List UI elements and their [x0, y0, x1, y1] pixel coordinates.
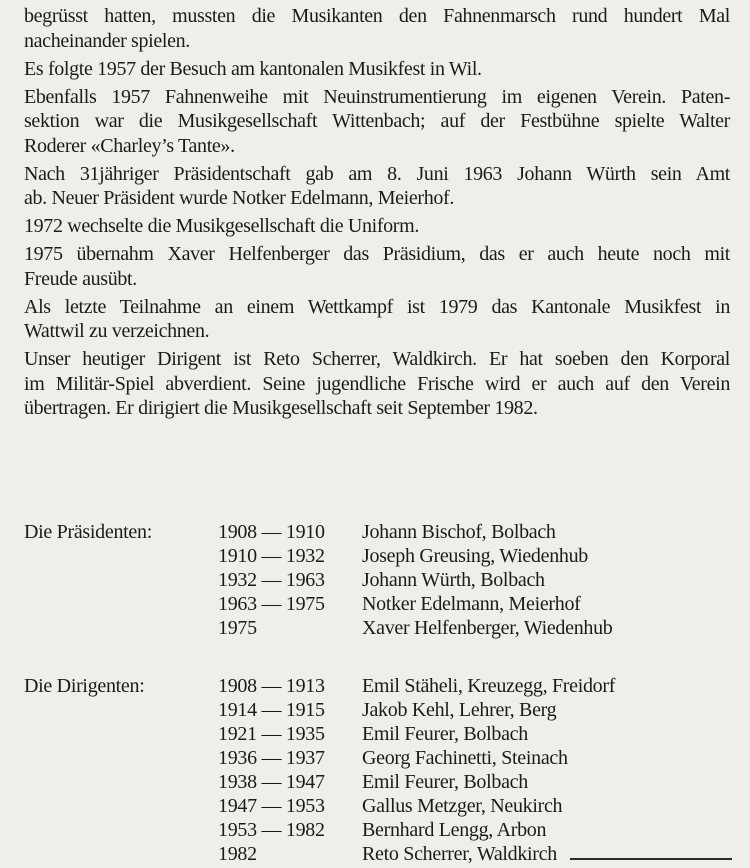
list-label: Die Präsidenten:	[24, 521, 152, 543]
body-text	[24, 4, 730, 424]
person-name: Bernhard Lengg, Arbon	[362, 819, 547, 841]
text-line: sektion war die Musikgesellschaft Wittenbach; auf der Festbühne spielte Walter	[24, 110, 730, 132]
list-row	[24, 616, 730, 640]
text-line: Als letzte Teilnahme an einem Wettkampf ist 1979 das Kantonale Musikfest in	[24, 295, 730, 318]
paragraph	[24, 57, 730, 82]
years: 1914 — 1915	[218, 699, 325, 721]
list-row	[24, 842, 730, 866]
list-row	[24, 794, 730, 818]
person-name: Reto Scherrer, Waldkirch	[362, 843, 557, 865]
years: 1908 — 1913	[218, 675, 325, 697]
text-line: 1975 übernahm Xaver Helfenberger das Präsidium, das er auch heute noch mit	[24, 243, 730, 265]
text-line: Wattwil zu verzeichnen.	[24, 320, 210, 342]
paragraph	[24, 295, 730, 344]
person-name: Jakob Kehl, Lehrer, Berg	[362, 699, 557, 721]
person-name: Notker Edelmann, Meierhof	[362, 593, 581, 615]
paragraph	[24, 4, 730, 53]
text-line: Roderer «Charley’s Tante».	[24, 134, 235, 157]
list-row	[24, 674, 730, 698]
list-row	[24, 698, 730, 722]
person-name: Xaver Helfenberger, Wiedenhub	[362, 617, 613, 639]
paragraph	[24, 242, 730, 291]
years: 1982	[218, 843, 257, 865]
person-name: Joseph Greusing, Wiedenhub	[362, 545, 588, 567]
text-line: Freude ausübt.	[24, 267, 137, 290]
person-name: Georg Fachinetti, Steinach	[362, 747, 568, 769]
years: 1975	[218, 617, 257, 639]
list-row	[24, 746, 730, 770]
presidents-list	[24, 520, 730, 640]
years: 1947 — 1953	[218, 795, 325, 817]
person-name: Emil Feurer, Bolbach	[362, 771, 528, 793]
divider-rule	[570, 858, 732, 860]
years: 1938 — 1947	[218, 771, 325, 793]
person-name: Emil Feurer, Bolbach	[362, 723, 528, 745]
years: 1936 — 1937	[218, 747, 325, 769]
years: 1910 — 1932	[218, 545, 325, 567]
conductors-list	[24, 674, 730, 866]
text-line: Unser heutiger Dirigent ist Reto Scherrer, Waldkirch. Er hat soeben den Korporal	[24, 348, 730, 370]
years: 1953 — 1982	[218, 819, 325, 841]
paragraph	[24, 85, 730, 159]
text-line: 1972 wechselte die Musikgesellschaft die Uniform.	[24, 215, 419, 237]
text-line: Es folgte 1957 der Besuch am kantonalen Musikfest in Wil.	[24, 57, 482, 80]
person-name: Johann Bischof, Bolbach	[362, 521, 556, 543]
years: 1963 — 1975	[218, 593, 325, 615]
person-name: Emil Stäheli, Kreuzegg, Freidorf	[362, 675, 616, 697]
paragraph	[24, 347, 730, 421]
list-row	[24, 818, 730, 842]
text-line: im Militär-Spiel abverdient. Seine jugendliche Frische wird er auch auf den Verein	[24, 372, 730, 395]
text-line: Ebenfalls 1957 Fahnenweihe mit Neuinstrumentierung im eigenen Verein. Paten-	[24, 85, 730, 108]
years: 1908 — 1910	[218, 521, 325, 543]
text-line: begrüsst hatten, mussten die Musikanten den Fahnenmarsch rund hundert Mal	[24, 5, 730, 27]
list-row	[24, 770, 730, 794]
text-line: übertragen. Er dirigiert die Musikgesellschaft seit September 1982.	[24, 397, 538, 419]
years: 1932 — 1963	[218, 569, 325, 591]
text-line: ab. Neuer Präsident wurde Notker Edelmann, Meierhof.	[24, 187, 454, 209]
paragraph	[24, 162, 730, 211]
list-row	[24, 544, 730, 568]
list-row	[24, 520, 730, 544]
list-label: Die Dirigenten:	[24, 675, 145, 697]
text-line: Nach 31jähriger Präsidentschaft gab am 8. Juni 1963 Johann Würth sein Amt	[24, 162, 730, 185]
list-row	[24, 568, 730, 592]
list-row	[24, 722, 730, 746]
person-name: Gallus Metzger, Neukirch	[362, 795, 563, 817]
person-name: Johann Würth, Bolbach	[362, 569, 545, 591]
text-line: nacheinander spielen.	[24, 29, 190, 52]
paragraph	[24, 214, 730, 239]
list-row	[24, 592, 730, 616]
years: 1921 — 1935	[218, 723, 325, 745]
